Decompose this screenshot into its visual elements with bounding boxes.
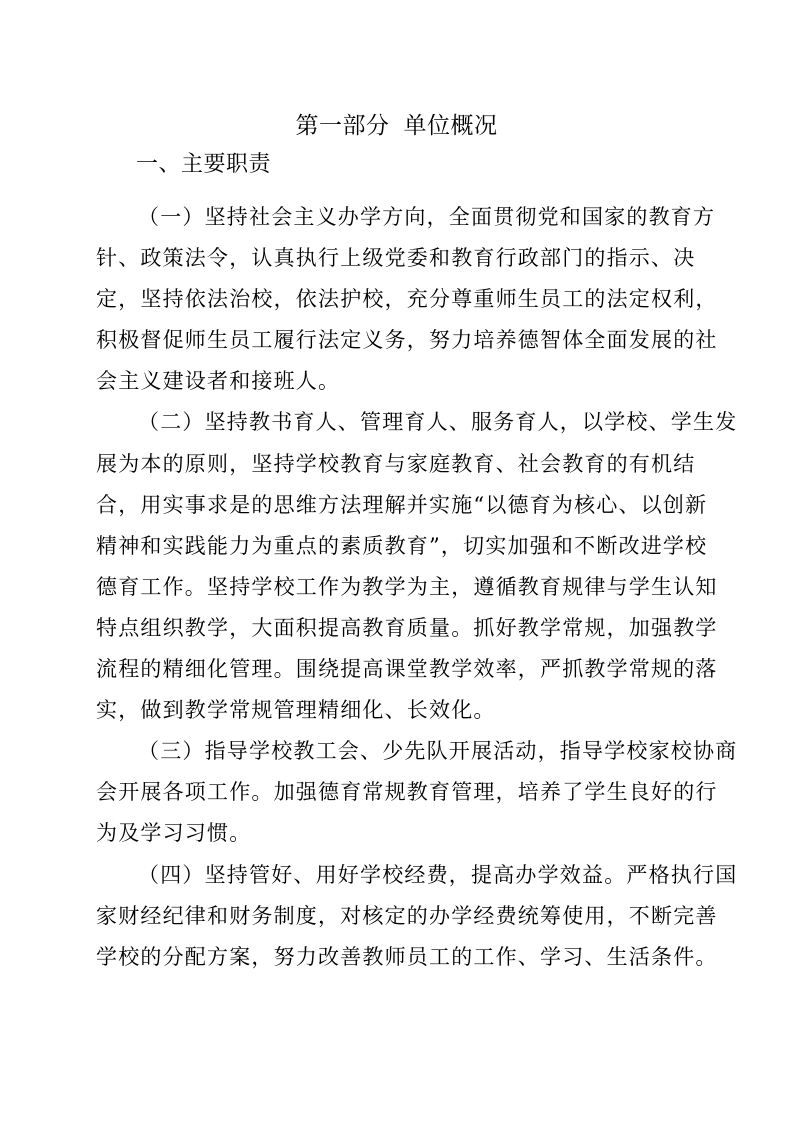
paragraph-2 [96,402,738,731]
paragraph-line: （一）坚持社会主义办学方向，全面贯彻党和国家的教育方 [138,205,716,229]
paragraph-line: 合，用实事求是的思维方法理解并实施“以德育为核心、以创新 [96,492,708,517]
paragraph-line: 积极督促师生员工履行法定义务，努力培养德智体全面发展的社 [96,328,718,353]
paragraph-line: 为及学习习惯。 [96,821,252,846]
paragraph-line: 学校的分配方案，努力改善教师员工的工作、学习、生活条件。 [96,944,718,969]
paragraph-line: 特点组织教学，大面积提高教育质量。抓好教学常规，加强教学 [96,615,718,640]
paragraph-line: （二）坚持教书育人、管理育人、服务育人，以学校、学生发 [138,410,738,435]
paragraph-1 [96,197,716,402]
part-title [0,110,793,142]
section-heading: 一、主要职责 [136,152,272,177]
paragraph-line: 精神和实践能力为重点的素质教育”，切实加强和不断改进学校 [96,533,708,558]
paragraph-line: 流程的精细化管理。围绕提高课堂教学效率，严抓教学常规的落 [96,657,718,682]
paragraph-line: 家财经纪律和财务制度，对核定的办学经费统筹使用，不断完善 [96,903,718,928]
paragraph-line: 针、政策法令，认真执行上级党委和教育行政部门的指示、决 [96,246,696,271]
paragraph-line: （四）坚持管好、用好学校经费，提高办学效益。严格执行国 [138,862,738,887]
paragraph-line: 展为本的原则，坚持学校教育与家庭教育、社会教育的有机结 [96,451,696,476]
paragraph-line: 会主义建设者和接班人。 [96,369,341,394]
paragraph-3 [96,731,738,854]
part-name: 单位概况 [403,113,498,139]
paragraph-line: 实，做到教学常规管理精细化、长效化。 [96,698,496,723]
part-number: 第一部分 [295,113,390,139]
paragraph-4 [96,855,738,978]
paragraph-line: 定，坚持依法治校，依法护校，充分尊重师生员工的法定权利， [96,287,718,312]
body-text [96,197,738,978]
paragraph-line: 会开展各项工作。加强德育常规教育管理，培养了学生良好的行 [96,780,718,805]
paragraph-line: 德育工作。坚持学校工作为教学为主，遵循教育规律与学生认知 [96,574,718,599]
paragraph-line: （三）指导学校教工会、少先队开展活动，指导学校家校协商 [138,739,738,764]
